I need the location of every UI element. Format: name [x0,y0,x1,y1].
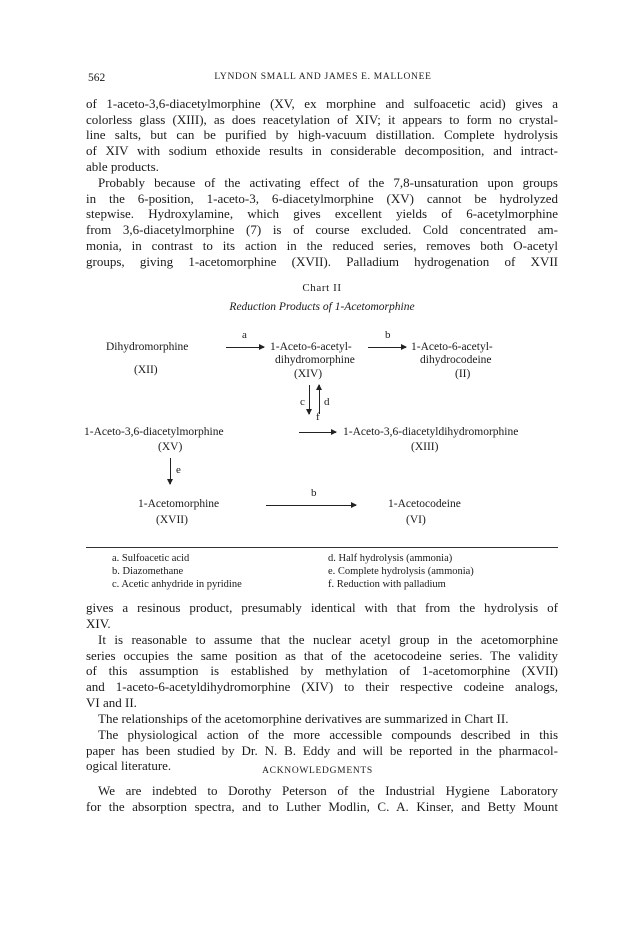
legend-item: d. Half hydrolysis (ammonia) [328,553,453,564]
compound-vi-label: (VI) [406,514,426,526]
compound-xii-label: (XII) [134,364,158,376]
acknowledgments-heading: ACKNOWLEDGMENTS [262,766,373,776]
reaction-arrow-f [299,432,336,433]
text-line: able products. [86,158,159,174]
text-line: of this assumption is established by methylation of 1-acetomorphine (XVII) [86,663,558,679]
compound-xiv-label: (XIV) [294,368,323,380]
compound-xii-name: Dihydromorphine [106,341,189,353]
compound-xvii-label: (XVII) [156,514,188,526]
text-line: in the 6-position, 1-aceto-3, 6-diacetylmorphine (XV) cannot be hydrolyzed [86,190,558,206]
text-line: The physiological action of the more accessible compounds described in this [98,727,558,742]
compound-vi-name: 1-Acetocodeine [388,498,461,510]
arrow-label-e: e [176,464,181,476]
legend-item: e. Complete hydrolysis (ammonia) [328,566,474,577]
text-line: stepwise. Hydroxylamine, which gives excellent yields of 6-acetylmorphine [86,206,558,222]
reaction-arrow-c [309,385,310,414]
compound-ii-label: (II) [455,368,471,380]
arrow-label-b-2: b [311,487,317,499]
chart-divider [86,547,558,548]
text-line: line salts, but can be purified by high-vacuum distillation. Complete hydrolysis [86,127,558,143]
text-line: groups, giving 1-acetomorphine (XVII). Palladium hydrogenation of XVII [86,253,558,269]
compound-xv-label: (XV) [158,441,183,453]
compound-xvii-name: 1-Acetomorphine [138,498,220,510]
text-line: and 1-aceto-6-acetyldihydromorphine (XIV) to their respective codeine analogs, [86,679,558,695]
text-line: We are indebted to Dorothy Peterson of the Industrial Hygiene Laboratory [98,783,558,798]
text-line: paper has been studied by Dr. N. B. Eddy and will be reported in the pharmacol- [86,742,558,758]
chart-legend-right [328,552,474,591]
chart-title: Chart II [302,282,342,294]
compound-xiv-name-1: 1-Aceto-6-acetyl- [270,341,352,353]
page-number: 562 [88,72,106,84]
text-line: Probably because of the activating effect of the 7,8-unsaturation upon groups [98,175,558,190]
reaction-arrow-b-2 [266,505,356,506]
arrow-label-b: b [385,329,391,341]
text-line: XIV. [86,615,111,631]
text-line: of XIV with sodium ethoxide results in considerable decomposition, and intract- [86,143,558,159]
arrow-label-f: f [316,411,320,423]
compound-xiii-name: 1-Aceto-3,6-diacetyldihydromorphine [343,426,519,438]
paragraph-3 [86,600,558,631]
legend-item: f. Reduction with palladium [328,579,446,590]
arrow-label-c: c [300,396,305,408]
reaction-arrow-a [226,347,264,348]
compound-ii-name-2: dihydrocodeine [420,354,492,366]
legend-item: c. Acetic anhydride in pyridine [112,579,242,590]
reaction-arrow-b [368,347,406,348]
paragraph-7 [86,783,558,814]
reaction-arrow-e [170,458,171,484]
compound-xiv-name-2: dihydromorphine [275,354,355,366]
text-line: series occupies the same position as that of the acetocodeine series. The validity [86,647,558,663]
paragraph-1 [86,96,558,175]
reaction-arrow-d [319,385,320,414]
running-head: LYNDON SMALL AND JAMES E. MALLONEE [214,72,432,82]
text-line: gives a resinous product, presumably identical with that from the hydrolysis of [86,600,558,615]
text-line: It is reasonable to assume that the nuclear acetyl group in the acetomorphine [98,632,558,647]
text-line: of 1-aceto-3,6-diacetylmorphine (XV, ex morphine and sulfoacetic acid) gives a [86,96,558,111]
paragraph-4 [86,632,558,711]
text-line: colorless glass (XIII), as does reacetylation of XIV; it appears to form no crystal- [86,111,558,127]
text-line: The relationships of the acetomorphine derivatives are summarized in Chart II. [98,711,509,726]
reaction-chart [84,281,558,590]
compound-xv-name: 1-Aceto-3,6-diacetylmorphine [84,426,224,438]
text-line: ogical literature. [86,758,172,774]
paragraph-2 [86,175,558,269]
arrow-label-a: a [242,329,247,341]
legend-item: a. Sulfoacetic acid [112,553,190,564]
text-line: from 3,6-diacetylmorphine (7) is of course excluded. Cold concentrated am- [86,222,558,238]
legend-item: b. Diazomethane [112,566,184,577]
compound-ii-name-1: 1-Aceto-6-acetyl- [411,341,493,353]
page-header [88,72,558,88]
text-line: VI and II. [86,694,137,710]
chart-legend-left [112,552,242,591]
arrow-label-d: d [324,396,330,408]
paragraph-5 [86,711,558,727]
text-line: monia, in contrast to its action in the reduced series, removes both O-acetyl [86,237,558,253]
compound-xiii-label: (XIII) [411,441,439,453]
text-line: for the absorption spectra, and to Luther Modlin, C. A. Kinser, and Betty Mount [86,798,558,814]
chart-subtitle: Reduction Products of 1-Acetomorphine [229,301,415,313]
